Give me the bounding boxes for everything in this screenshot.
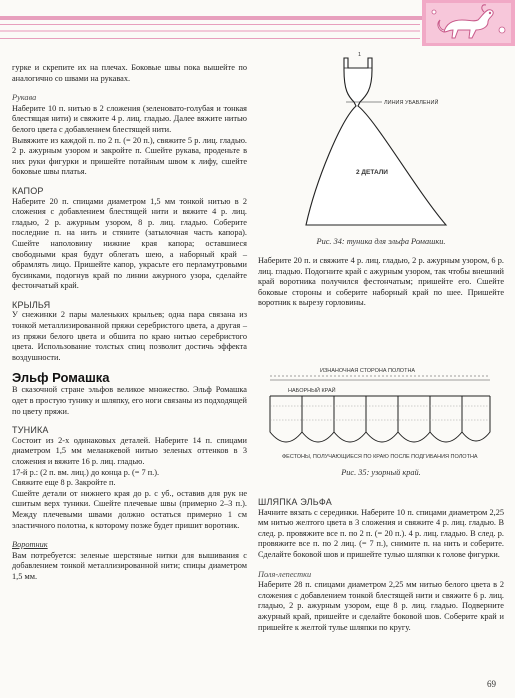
fig35-wrong-side-label: ИЗНАНОЧНАЯ СТОРОНА ПОЛОТНА (320, 368, 416, 374)
sleeves-heading: Рукава (12, 93, 37, 103)
fig34-top-label: 1 (358, 52, 362, 58)
petals-paragraph: Наберите 28 п. спицами диаметром 2,25 мм нитью белого цвета в 2 сложения с добавлением тонкой блестящей нити и свяжите 6 р. лиц. гладью, 2 р. ажурным узором, еще 8 р. лиц. гладью. Подверните ажурный край, пришейте и сделайте боковой шов. Соберите край и пришейте к желтой тулье шляпки по кругу. (258, 580, 504, 632)
page-header-band (0, 0, 515, 46)
elf-paragraph: В сказочной стране эльфов великое множество. Эльф Ромашка одет в простую тунику и шляпку, его ноги связаны из подходящей по цвету пряжи. (12, 385, 247, 416)
header-rule (0, 30, 420, 32)
wings-heading: КРЫЛЬЯ (12, 299, 51, 310)
hood-paragraph: Наберите 20 п. спицами диаметром 1,5 мм тонкой нитью в 2 сложения с добавлением блестящей нити и вяжите 4 р. лиц. гладью, 2 р. ажурным узором, 8 р. лиц. гладью. Соберите последние п. на нить и стяните (затылочная часть капора). Сшейте наполовину нижние края капора; оставшиеся свободными края будут облегать шею, а наборный край – обрамлять лицо. Пришейте капор, украсьте его перламутровыми бусинками, подогнув край по линии ажурного узора, сделайте фестончатый край. (12, 196, 247, 291)
header-rule (0, 24, 420, 25)
right-column-lower (258, 497, 504, 633)
horse-illustration-icon (422, 0, 515, 46)
collar-paragraph: Вам потребуется: зеленые шерстяные нитки для вышивания с добавлением тонкой металлизированной нити; спицы диаметром 1,5 мм. (12, 550, 247, 581)
fig35-cast-on-label: НАБОРНЫЙ КРАЙ (288, 388, 336, 394)
header-rule (0, 38, 420, 39)
tunic-outline (306, 58, 446, 225)
hat-paragraph: Начните вязать с серединки. Наберите 10 п. спицами диаметром 2,25 мм нитью желтого цвета в 3 сложения и свяжите 4 р. лиц. гладью. В след. р. провяжите все п. по 2 п. (= 20 п.). 4 р. лиц. гладью. В след. р. провяжите все п. по 2 лиц. (= 7 п.), снимите п. на нить и соберите. Сделайте боковой шов и пришейте тулью шляпки к голове фигурки. (258, 507, 504, 559)
tunic-heading: ТУНИКА (12, 425, 49, 436)
collar-heading: Воротник (12, 540, 48, 550)
fig34-parts-label: 2 ДЕТАЛИ (356, 169, 388, 176)
sleeves-paragraph: Наберите 10 п. нитью в 2 сложения (зеленовато-голубая и тонкая блестящая нити) и свяжите 4 р. лиц. гладью. Далее вяжите нитью белого цвета с добавлением блестящей нити. Вывяжите из каждой п. по 2 п. (= 20 п.), свяжите 5 р. лиц. гладью. 2 р. ажурным узором и закройте п. Сшейте рукава, проденьте в них руки фигурки и пришейте потайным швом к лифу, сшейте боковые швы платья. (12, 103, 247, 177)
hood-heading: КАПОР (12, 185, 44, 196)
fig34-waist-label: ЛИНИЯ УБАВЛЕНИЙ (384, 100, 439, 106)
figure-35-caption: Рис. 35: узорный край. (341, 468, 421, 477)
scallop-edge (270, 396, 490, 442)
elf-heading: Эльф Ромашка (12, 370, 110, 386)
wings-paragraph: У снежинки 2 пары маленьких крыльев; одна пара связана из тонкой металлизированной пряжи серебристого цвета, а другая – из пряжи белого цвета и обшита по краю нитью серебристого цвета. Использование толстых спиц позволит достичь эффекта воздушности. (12, 310, 247, 362)
left-column (12, 63, 247, 583)
collar-continued-paragraph: Наберите 20 п. и свяжите 4 р. лиц. гладью, 2 р. ажурным узором, 6 р. лиц. гладью. Подогните край с ажурным узором, так чтобы внешний край воротника получился фестончатым; пришейте его. Сшейте боковые стороны и соберите наборный край по шее. Пришейте воротник к вырезу горловины. (258, 256, 504, 308)
intro-paragraph: гурке и скрепите их на плечах. Боковые швы пока вышейте по аналогично со швами на рукавах. (12, 63, 247, 83)
header-pink-box (422, 0, 515, 46)
petals-heading: Поля-лепестки (258, 569, 312, 579)
hat-heading: ШЛЯПКА ЭЛЬФА (258, 497, 332, 507)
right-column (258, 256, 504, 309)
figure-34-caption: Рис. 34: туника для эльфа Ромашки. (316, 237, 446, 246)
fig35-scallop-label: ФЕСТОНЫ, ПОЛУЧАЮЩИЕСЯ ПО КРАЮ ПОСЛЕ ПОДГИБАНИЯ ПОЛОТНА (282, 454, 478, 460)
tunic-paragraph: Состоит из 2-х одинаковых деталей. Наберите 14 п. спицами диаметром 1,5 мм меланжевой нитью зеленых оттенков в 3 сложения и вяжите 16 р. лиц. гладью. 17-й р.: (2 п. вм. лиц.) до конца р. (= 7 п.). Свяжите еще 8 р. Закройте п. Сшейте детали от нижнего края до р. с уб., оставив для рук не сшитым верх туники. Сшейте плечевые швы (примерно 2–3 п.). Между плечевыми швами должно остаться примерно 1 см эластичного полотна, к которому позже будет пришит воротник. (12, 435, 247, 530)
figure-35-edge-diagram (260, 362, 500, 462)
figure-34-tunic-diagram (286, 50, 486, 230)
page-number: 69 (487, 679, 496, 689)
